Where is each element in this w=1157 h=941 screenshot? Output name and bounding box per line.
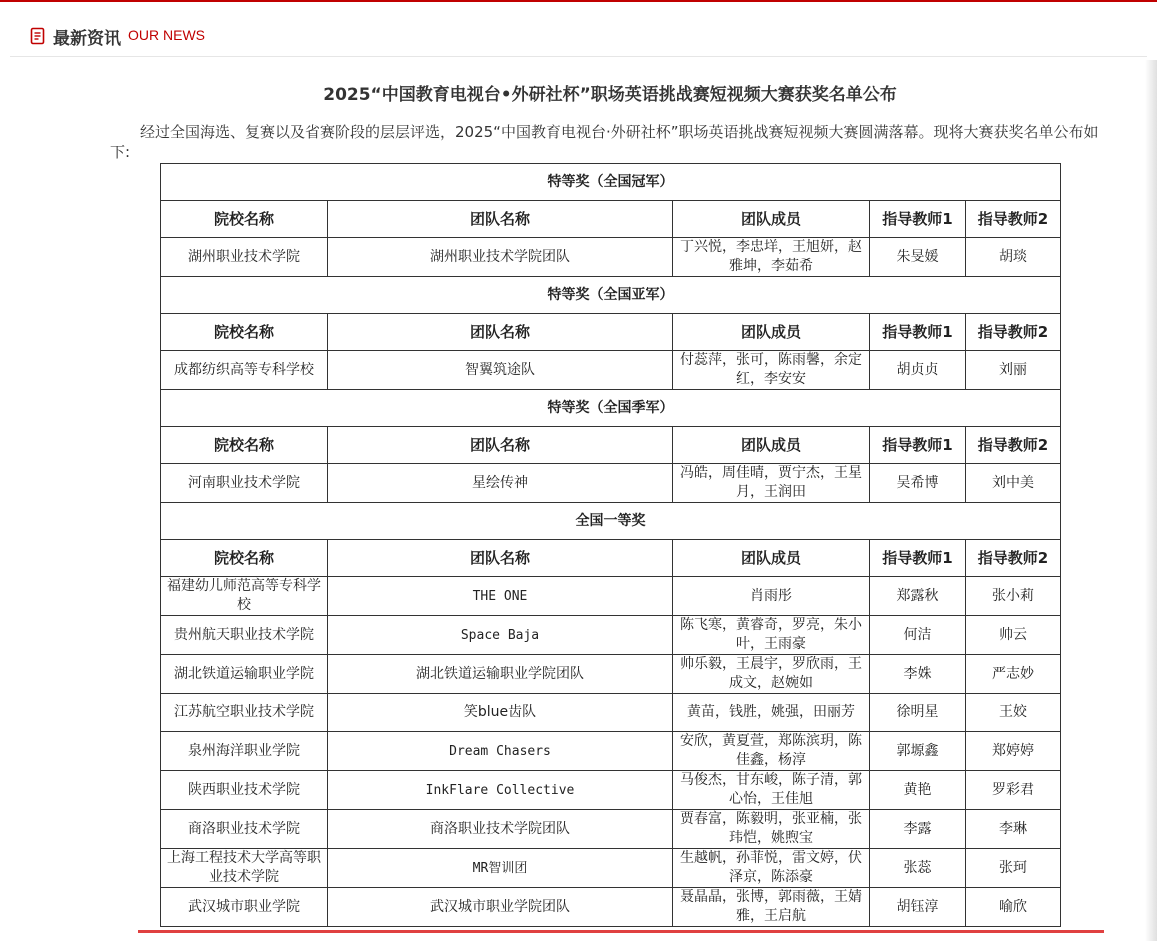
bottom-red-bar: [138, 930, 1104, 933]
award-section-title: 全国一等奖: [161, 503, 1061, 540]
col-school-header: 院校名称: [161, 427, 328, 464]
school-cell: 武汉城市职业学院: [161, 888, 328, 927]
team-cell: 笑blue齿队: [328, 694, 673, 732]
school-cell: 湖北铁道运输职业学院: [161, 655, 328, 694]
school-cell: 福建幼儿师范高等专科学校: [161, 577, 328, 616]
school-cell: 河南职业技术学院: [161, 464, 328, 503]
school-cell: 陕西职业技术学院: [161, 771, 328, 810]
teacher2-cell: 郑婷婷: [966, 732, 1061, 771]
table-header-row: [161, 427, 1061, 464]
col-members-header: 团队成员: [673, 427, 870, 464]
team-cell: THE ONE: [328, 577, 673, 616]
school-cell: 湖州职业技术学院: [161, 238, 328, 277]
article-title: 2025“中国教育电视台•外研社杯”职场英语挑战赛短视频大赛获奖名单公布: [323, 85, 897, 105]
team-cell: 湖北铁道运输职业学院团队: [328, 655, 673, 694]
team-cell: Space Baja: [328, 616, 673, 655]
team-cell: InkFlare Collective: [328, 771, 673, 810]
team-cell: 湖州职业技术学院团队: [328, 238, 673, 277]
table-row: [161, 238, 1061, 277]
teacher2-cell: 王姣: [966, 694, 1061, 732]
school-cell: 江苏航空职业技术学院: [161, 694, 328, 732]
table-header-row: [161, 201, 1061, 238]
team-cell: MR智训团: [328, 849, 673, 888]
table-row: [161, 810, 1061, 849]
award-section-row: [161, 390, 1061, 427]
members-cell: 贾春富，陈毅明，张亚楠，张玮恺，姚煦宝: [673, 810, 870, 849]
table-row: [161, 771, 1061, 810]
col-members-header: 团队成员: [673, 314, 870, 351]
members-cell: 聂晶晶，张博，郭雨薇，王婧雅，王启航: [673, 888, 870, 927]
teacher1-cell: 张蕊: [870, 849, 966, 888]
members-cell: 付蕊萍，张可，陈雨馨，余定红，李安安: [673, 351, 870, 390]
school-cell: 上海工程技术大学高等职业技术学院: [161, 849, 328, 888]
award-section-title: 特等奖（全国亚军）: [161, 277, 1061, 314]
teacher2-cell: 张珂: [966, 849, 1061, 888]
col-teacher2-header: 指导教师2: [966, 201, 1061, 238]
teacher1-cell: 胡贞贞: [870, 351, 966, 390]
teacher2-cell: 严志妙: [966, 655, 1061, 694]
table-row: [161, 849, 1061, 888]
col-teacher1-header: 指导教师1: [870, 540, 966, 577]
table-row: [161, 655, 1061, 694]
table-row: [161, 732, 1061, 771]
top-accent-line: [0, 0, 1157, 2]
members-cell: 丁兴悦，李忠垟，王旭妍，赵雅坤，李茹希: [673, 238, 870, 277]
members-cell: 黄苗，钱胜，姚强，田丽芳: [673, 694, 870, 732]
table-header-row: [161, 540, 1061, 577]
article-intro: 经过全国海选、复赛以及省赛阶段的层层评选，2025“中国教育电视台·外研社杯”职场英语挑战赛短视频大赛圆满落幕。现将大赛获奖名单公布如下:: [110, 123, 1099, 161]
table-row: [161, 577, 1061, 616]
teacher2-cell: 刘中美: [966, 464, 1061, 503]
table-row: [161, 694, 1061, 732]
col-team-header: 团队名称: [328, 314, 673, 351]
members-cell: 帅乐毅，王晨宇，罗欣雨，王成文，赵婉如: [673, 655, 870, 694]
school-cell: 贵州航天职业技术学院: [161, 616, 328, 655]
page-edge-shadow: [1145, 60, 1157, 941]
members-cell: 安欣，黄夏萱，郑陈滨玥，陈佳鑫，杨淳: [673, 732, 870, 771]
news-header: [10, 18, 1147, 57]
school-cell: 商洛职业技术学院: [161, 810, 328, 849]
school-cell: 成都纺织高等专科学校: [161, 351, 328, 390]
members-cell: 马俊杰，甘东峻，陈子清，郭心怡，王佳旭: [673, 771, 870, 810]
col-school-header: 院校名称: [161, 540, 328, 577]
members-cell: 肖雨彤: [673, 577, 870, 616]
members-cell: 陈飞寒，黄睿奇，罗亮，朱小叶，王雨豪: [673, 616, 870, 655]
teacher2-cell: 罗彩君: [966, 771, 1061, 810]
teacher1-cell: 何洁: [870, 616, 966, 655]
table-row: [161, 616, 1061, 655]
team-cell: 商洛职业技术学院团队: [328, 810, 673, 849]
section-title-cn: 最新资讯: [53, 29, 121, 49]
teacher1-cell: 黄艳: [870, 771, 966, 810]
award-section-row: [161, 277, 1061, 314]
members-cell: 生越帆，孙菲悦，雷文婷，伏泽京，陈添豪: [673, 849, 870, 888]
teacher1-cell: 郭塬鑫: [870, 732, 966, 771]
teacher2-cell: 张小莉: [966, 577, 1061, 616]
col-team-header: 团队名称: [328, 427, 673, 464]
teacher1-cell: 李姝: [870, 655, 966, 694]
awards-table: [160, 163, 1061, 927]
team-cell: Dream Chasers: [328, 732, 673, 771]
teacher1-cell: 郑露秋: [870, 577, 966, 616]
col-teacher2-header: 指导教师2: [966, 427, 1061, 464]
members-cell: 冯皓，周佳晴，贾宁杰，王星月，王润田: [673, 464, 870, 503]
team-cell: 星绘传神: [328, 464, 673, 503]
table-header-row: [161, 314, 1061, 351]
col-members-header: 团队成员: [673, 201, 870, 238]
col-teacher2-header: 指导教师2: [966, 314, 1061, 351]
teacher2-cell: 刘丽: [966, 351, 1061, 390]
teacher1-cell: 朱旻媛: [870, 238, 966, 277]
col-team-header: 团队名称: [328, 540, 673, 577]
col-teacher2-header: 指导教师2: [966, 540, 1061, 577]
teacher2-cell: 胡琰: [966, 238, 1061, 277]
col-school-header: 院校名称: [161, 201, 328, 238]
teacher2-cell: 喻欣: [966, 888, 1061, 927]
award-section-title: 特等奖（全国冠军）: [161, 164, 1061, 201]
team-cell: 武汉城市职业学院团队: [328, 888, 673, 927]
col-school-header: 院校名称: [161, 314, 328, 351]
team-cell: 智翼筑途队: [328, 351, 673, 390]
col-members-header: 团队成员: [673, 540, 870, 577]
col-teacher1-header: 指导教师1: [870, 427, 966, 464]
section-title-en: OUR NEWS: [128, 27, 205, 43]
award-section-row: [161, 503, 1061, 540]
col-teacher1-header: 指导教师1: [870, 314, 966, 351]
teacher1-cell: 吴希博: [870, 464, 966, 503]
table-row: [161, 464, 1061, 503]
award-section-title: 特等奖（全国季军）: [161, 390, 1061, 427]
col-teacher1-header: 指导教师1: [870, 201, 966, 238]
col-team-header: 团队名称: [328, 201, 673, 238]
school-cell: 泉州海洋职业学院: [161, 732, 328, 771]
teacher1-cell: 李露: [870, 810, 966, 849]
teacher1-cell: 胡钰淳: [870, 888, 966, 927]
news-doc-icon: [30, 27, 46, 45]
teacher1-cell: 徐明星: [870, 694, 966, 732]
table-row: [161, 888, 1061, 927]
teacher2-cell: 李琳: [966, 810, 1061, 849]
teacher2-cell: 帅云: [966, 616, 1061, 655]
award-section-row: [161, 164, 1061, 201]
table-row: [161, 351, 1061, 390]
